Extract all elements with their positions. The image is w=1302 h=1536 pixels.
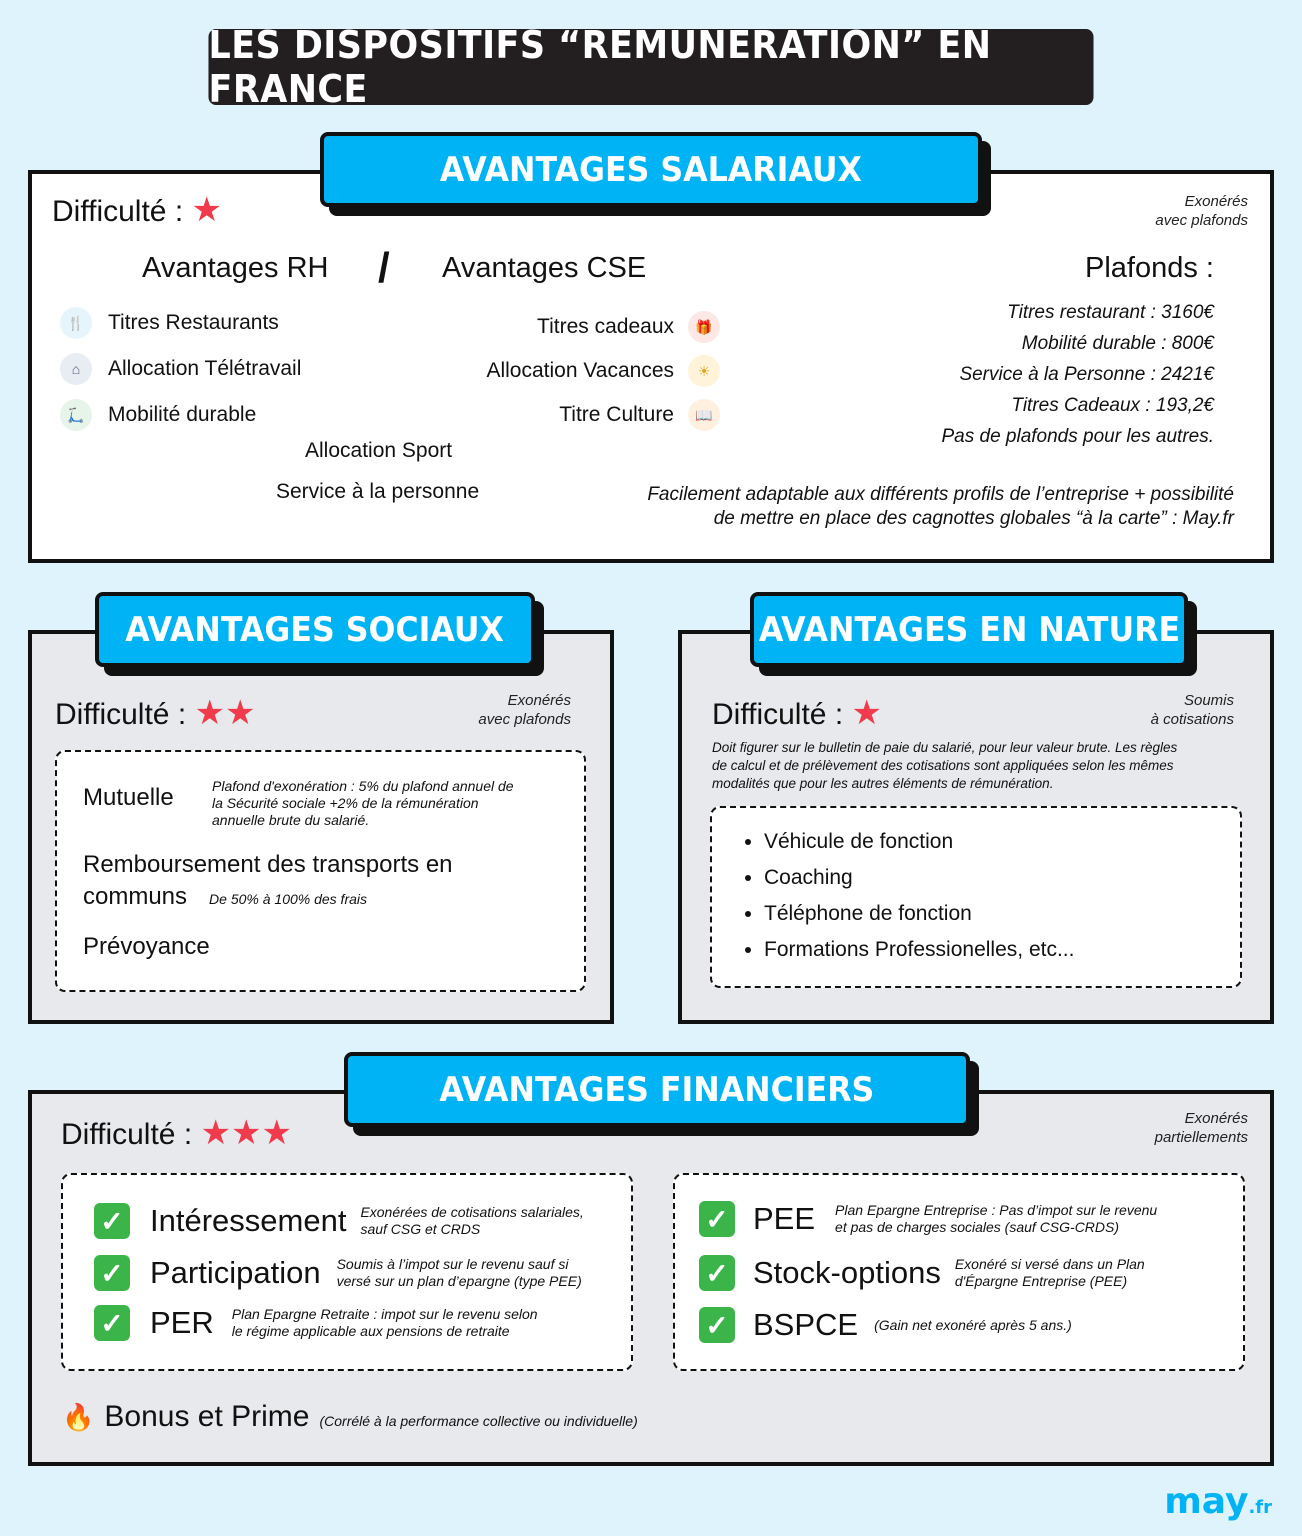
list-item: ⌂ Allocation Télétravail bbox=[60, 352, 301, 386]
checkmark-icon: ✓ bbox=[699, 1255, 735, 1291]
list-item: • Véhicule de fonction bbox=[764, 830, 1074, 854]
book-icon: 📖 bbox=[688, 399, 720, 431]
financiers-tax-note: Exonérés partiellements bbox=[1154, 1110, 1248, 1146]
beach-icon: ☀ bbox=[688, 355, 720, 387]
house-wifi-icon: ⌂ bbox=[60, 353, 92, 385]
list-item: • Coaching bbox=[764, 866, 1074, 890]
list-item: • Téléphone de fonction bbox=[764, 902, 1074, 926]
plafonds-list bbox=[941, 297, 1214, 452]
header-slash: / bbox=[378, 244, 390, 291]
nature-tab: AVANTAGES EN NATURE bbox=[750, 592, 1188, 667]
sociaux-tax-note: Exonérés avec plafonds bbox=[478, 692, 571, 728]
nature-description: Doit figurer sur le bulletin de paie du salarié, pour leur valeur brute. Les règles de calcul et de prélèvement des cotisations sont appliquées selon les mêmes modalités que pour les autres éléments de rémunération. bbox=[712, 740, 1178, 791]
sociaux-difficulty: Difficulté : ★★ bbox=[55, 694, 256, 732]
list-item: ✓ Stock-options Exonéré si versé dans un Plan d'Épargne Entreprise (PEE) bbox=[699, 1255, 1145, 1291]
nature-tax-note: Soumis à cotisations bbox=[1150, 692, 1234, 728]
plafonds-title: Plafonds : bbox=[1085, 252, 1214, 284]
plafond-item: Service à la Personne : 2421€ bbox=[959, 364, 1214, 385]
plafond-item: Titres Cadeaux : 193,2€ bbox=[1011, 395, 1214, 416]
plafond-item: Mobilité durable : 800€ bbox=[1021, 333, 1214, 354]
header-cse: Avantages CSE bbox=[442, 252, 647, 284]
mutuelle-note: Plafond d'exonération : 5% du plafond annuel de la Sécurité sociale +2% de la rémunération annuelle brute du salarié. bbox=[212, 778, 514, 828]
financiers-left-box bbox=[61, 1173, 633, 1371]
checkmark-icon: ✓ bbox=[699, 1307, 735, 1343]
checkmark-icon: ✓ bbox=[94, 1203, 130, 1239]
item-prevoyance: Prévoyance bbox=[83, 933, 210, 960]
list-item: 🛴 Mobilité durable bbox=[60, 398, 301, 432]
salariaux-difficulty: Difficulté : ★ bbox=[52, 191, 222, 229]
difficulty-stars: ★★★ bbox=[200, 1114, 292, 1152]
checkmark-icon: ✓ bbox=[699, 1201, 735, 1237]
list-item: Allocation Vacances ☀ bbox=[486, 354, 720, 388]
list-item: • Formations Professionelles, etc... bbox=[764, 938, 1074, 962]
fire-icon: 🔥 bbox=[62, 1402, 95, 1432]
page-title: LES DISPOSITIFS “REMUNERATION” EN FRANCE bbox=[208, 29, 1093, 105]
item-allocation-sport: Allocation Sport bbox=[305, 439, 453, 462]
bonus-row: 🔥 Bonus et Prime (Corrélé à la performance collective ou individuelle) bbox=[62, 1400, 638, 1433]
financiers-tab: AVANTAGES FINANCIERS bbox=[344, 1052, 970, 1127]
list-item: Titre Culture 📖 bbox=[486, 398, 720, 432]
list-item: ✓ Intéressement Exonérées de cotisations salariales, sauf CSG et CRDS bbox=[94, 1203, 584, 1239]
nature-list bbox=[764, 830, 1074, 974]
scooter-icon: 🛴 bbox=[60, 399, 92, 431]
list-item: ✓ PEE Plan Epargne Entreprise : Pas d’impot sur le revenu et pas de charges sociales (sauf CSG-CRDS) bbox=[699, 1201, 1157, 1237]
rh-list bbox=[60, 306, 301, 432]
checkmark-icon: ✓ bbox=[94, 1255, 130, 1291]
may-logo: may.fr bbox=[1164, 1481, 1272, 1522]
difficulty-stars: ★ bbox=[191, 191, 222, 229]
list-item: ✓ Participation Soumis à l’impot sur le revenu sauf si versé sur un plan d’epargne (type PEE) bbox=[94, 1255, 582, 1291]
item-mutuelle: Mutuelle bbox=[83, 784, 174, 811]
utensils-icon: 🍴 bbox=[60, 307, 92, 339]
difficulty-stars: ★ bbox=[851, 694, 882, 732]
nature-difficulty: Difficulté : ★ bbox=[712, 694, 882, 732]
gift-icon: 🎁 bbox=[688, 311, 720, 343]
checkmark-icon: ✓ bbox=[94, 1305, 130, 1341]
cse-list bbox=[486, 310, 720, 432]
header-rh: Avantages RH bbox=[142, 252, 329, 284]
sociaux-list-box bbox=[55, 750, 586, 992]
salariaux-tab: AVANTAGES SALARIAUX bbox=[320, 132, 982, 207]
list-item: ✓ PER Plan Epargne Retraite : impot sur le revenu selon le régime applicable aux pensions de retraite bbox=[94, 1305, 538, 1341]
list-item: ✓ BSPCE (Gain net exonéré après 5 ans.) bbox=[699, 1307, 1072, 1343]
transport-note: De 50% à 100% des frais bbox=[209, 891, 368, 907]
plafond-item: Titres restaurant : 3160€ bbox=[1007, 302, 1214, 323]
list-item: 🍴 Titres Restaurants bbox=[60, 306, 301, 340]
item-transport: Remboursement des transports en communs De 50% à 100% des frais bbox=[83, 851, 453, 910]
nature-list-box bbox=[710, 806, 1242, 988]
financiers-right-box bbox=[673, 1173, 1245, 1371]
salariaux-footer: Facilement adaptable aux différents profils de l’entreprise + possibilité de mettre en place des cagnottes globales “à la carte” : May.fr bbox=[647, 484, 1234, 529]
salariaux-tax-note: Exonérés avec plafonds bbox=[1155, 193, 1248, 229]
plafond-item: Pas de plafonds pour les autres. bbox=[941, 426, 1214, 447]
item-service-personne: Service à la personne bbox=[276, 480, 480, 503]
sociaux-tab: AVANTAGES SOCIAUX bbox=[95, 592, 535, 667]
financiers-difficulty: Difficulté : ★★★ bbox=[61, 1114, 292, 1152]
list-item: Titres cadeaux 🎁 bbox=[486, 310, 720, 344]
difficulty-stars: ★★ bbox=[194, 694, 256, 732]
